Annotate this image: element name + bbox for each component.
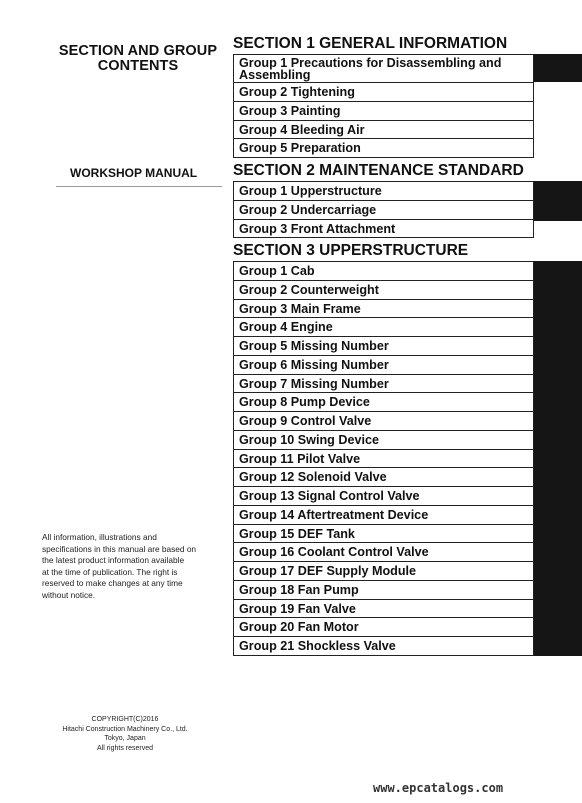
disclaimer-line: at the time of publication. The right is — [42, 566, 178, 577]
page-title — [44, 44, 232, 74]
copyright-line: All rights reserved — [96, 744, 154, 752]
copyright-line: COPYRIGHT(C)2016 — [91, 716, 159, 723]
group-link[interactable]: Group 12 Solenoid Valve — [234, 468, 534, 487]
section-2-group-list — [233, 181, 534, 238]
group-link[interactable]: Group 5 Missing Number — [234, 337, 534, 356]
group-link[interactable]: Group 2 Undercarriage — [234, 201, 534, 220]
group-link[interactable]: Group 1 Upperstructure — [234, 182, 534, 201]
group-link[interactable]: Group 16 Coolant Control Valve — [234, 543, 534, 562]
section-2-tab — [533, 181, 582, 221]
group-link[interactable]: Group 6 Missing Number — [234, 356, 534, 375]
group-link[interactable]: Group 4 Engine — [234, 318, 534, 337]
group-link[interactable]: Group 20 Fan Motor — [234, 618, 534, 637]
group-link[interactable]: Group 15 DEF Tank — [234, 525, 534, 544]
copyright-block — [40, 715, 210, 753]
group-link[interactable]: Group 2 Tightening — [234, 83, 534, 102]
group-link[interactable]: Group 3 Front Attachment — [234, 220, 534, 239]
disclaimer-line: All information, illustrations and — [42, 532, 157, 542]
group-link[interactable]: Group 1 Cab — [234, 262, 534, 281]
group-link[interactable]: Group 13 Signal Control Valve — [234, 487, 534, 506]
section-1-tab — [533, 54, 582, 82]
section-3-tab — [533, 261, 582, 656]
group-link[interactable]: Group 9 Control Valve — [234, 412, 534, 431]
section-1-group-list — [233, 54, 534, 158]
manual-type-divider — [56, 186, 222, 187]
page-title-line-2: CONTENTS — [97, 58, 179, 74]
group-link[interactable]: Group 4 Bleeding Air — [234, 121, 534, 140]
group-link[interactable]: Group 1 Precautions for Disassembling and Assembling — [234, 55, 534, 83]
group-link[interactable]: Group 8 Pump Device — [234, 393, 534, 412]
section-3-group-list — [233, 261, 534, 656]
group-link[interactable]: Group 14 Aftertreatment Device — [234, 506, 534, 525]
group-link[interactable]: Group 2 Counterweight — [234, 281, 534, 300]
group-link[interactable]: Group 5 Preparation — [234, 139, 534, 158]
section-3-title: SECTION 3 UPPERSTRUCTURE — [233, 242, 469, 259]
page-title-line-1: SECTION AND GROUP — [58, 43, 218, 59]
copyright-line: Hitachi Construction Machinery Co., Ltd. — [62, 725, 188, 733]
watermark: www.epcatalogs.com — [373, 781, 504, 795]
group-link[interactable]: Group 3 Painting — [234, 102, 534, 121]
disclaimer-line: the latest product information available — [42, 555, 185, 566]
disclaimer-line: without notice. — [42, 589, 96, 600]
group-link[interactable]: Group 19 Fan Valve — [234, 600, 534, 619]
group-link[interactable]: Group 10 Swing Device — [234, 431, 534, 450]
group-link[interactable]: Group 7 Missing Number — [234, 375, 534, 394]
section-1-title: SECTION 1 GENERAL INFORMATION — [233, 35, 508, 52]
disclaimer-line: reserved to make changes at any time — [42, 578, 183, 589]
group-link[interactable]: Group 21 Shockless Valve — [234, 637, 534, 656]
disclaimer-text — [42, 532, 217, 602]
section-2-title: SECTION 2 MAINTENANCE STANDARD — [233, 162, 524, 179]
group-link[interactable]: Group 3 Main Frame — [234, 300, 534, 319]
copyright-line: Tokyo, Japan — [104, 735, 146, 743]
disclaimer-line: specifications in this manual are based on — [42, 543, 197, 554]
group-link[interactable]: Group 11 Pilot Valve — [234, 450, 534, 469]
group-link[interactable]: Group 18 Fan Pump — [234, 581, 534, 600]
manual-type-label: WORKSHOP MANUAL — [70, 166, 198, 180]
group-link[interactable]: Group 17 DEF Supply Module — [234, 562, 534, 581]
